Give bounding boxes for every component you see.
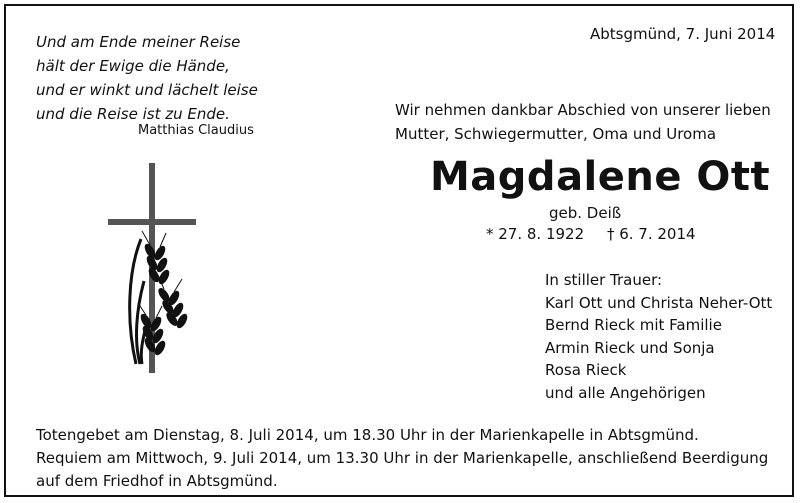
poem-author: Matthias Claudius — [138, 123, 254, 138]
death-date: † 6. 7. 2014 — [606, 225, 696, 243]
mourner: Rosa Rieck — [545, 361, 627, 379]
mourners-heading: In stiller Trauer: — [545, 271, 663, 289]
service-details — [36, 424, 768, 493]
event-line: Totengebet am Dienstag, 8. Juli 2014, um 18.30 Uhr in der Marienkapelle in Abtsgmünd. — [36, 426, 699, 444]
obituary-notice — [4, 4, 794, 497]
event-line: auf dem Friedhof in Abtsgmünd. — [36, 472, 278, 490]
cross-with-wheat-icon — [106, 161, 206, 376]
mourner: Bernd Rieck mit Familie — [545, 316, 722, 334]
mourner: und alle Angehörigen — [545, 383, 706, 402]
poem — [36, 30, 258, 126]
deceased-name: Magdalene Ott — [430, 154, 771, 200]
intro-line: Mutter, Schwiegermutter, Oma und Uroma — [395, 125, 717, 143]
intro-line: Wir nehmen dankbar Abschied von unserer lieben — [395, 101, 771, 119]
poem-line: und die Reise ist zu Ende. — [36, 105, 230, 123]
poem-line: Und am Ende meiner Reise — [36, 33, 241, 51]
mourner: Armin Rieck und Sonja — [545, 338, 715, 357]
birth-date: * 27. 8. 1922 — [486, 225, 585, 243]
place-date: Abtsgmünd, 7. Juni 2014 — [590, 25, 776, 43]
poem-line: hält der Ewige die Hände, — [36, 57, 230, 75]
poem-line: und er winkt und lächelt leise — [36, 81, 258, 99]
cross-horizontal-bar — [108, 219, 196, 225]
intro-text — [395, 98, 771, 146]
mourners-list — [545, 269, 772, 404]
life-dates — [486, 225, 696, 243]
birth-name: geb. Deiß — [549, 204, 622, 222]
mourner: Karl Ott und Christa Neher-Ott — [545, 293, 773, 312]
event-line: Requiem am Mittwoch, 9. Juli 2014, um 13.30 Uhr in der Marienkapelle, anschließend Beerdigung — [36, 449, 769, 467]
